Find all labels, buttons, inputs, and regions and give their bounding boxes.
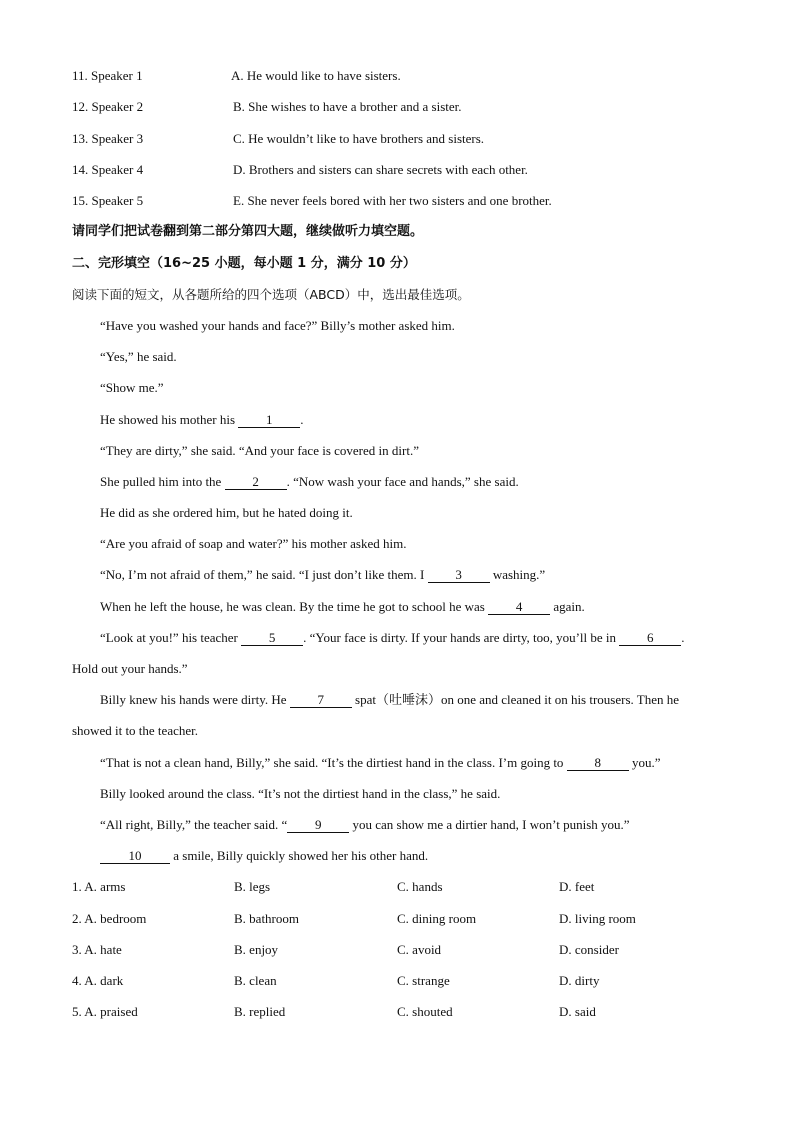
- passage-paragraph: “Look at you!” his teacher 5 . “Your face is dirty. If your hands are dirty, too, you’ll be in 6 .: [100, 630, 685, 645]
- passage-paragraph: She pulled him into the 2 . “Now wash your face and hands,” she said.: [100, 474, 519, 489]
- matching-option: A. He would like to have sisters.: [231, 68, 401, 83]
- choice-option-a: 2. A. bedroom: [72, 911, 147, 926]
- choice-option-c: C. shouted: [397, 1004, 453, 1019]
- matching-option: B. She wishes to have a brother and a sister.: [233, 99, 462, 114]
- passage-paragraph-continued: showed it to the teacher.: [72, 723, 198, 738]
- choice-option-d: D. dirty: [559, 973, 600, 988]
- blank-9: 9: [287, 817, 349, 833]
- choice-option-d: D. said: [559, 1004, 596, 1019]
- passage-paragraph: Billy knew his hands were dirty. He 7 spat（吐唾沫）on one and cleaned it on his trousers. Then he: [100, 692, 680, 707]
- choice-option-b: B. enjoy: [234, 942, 279, 957]
- passage-paragraph: “That is not a clean hand, Billy,” she said. “It’s the dirtiest hand in the class. I’m going to 8 you.”: [100, 755, 661, 770]
- matching-speaker: 12. Speaker 2: [72, 99, 144, 114]
- passage-paragraph: When he left the house, he was clean. By the time he got to school he was 4 again.: [100, 599, 585, 614]
- blank-4: 4: [488, 599, 550, 615]
- choice-option-a: 4. A. dark: [72, 973, 124, 988]
- passage-paragraph: He did as she ordered him, but he hated doing it.: [100, 505, 353, 520]
- choice-option-a: 1. A. arms: [72, 879, 126, 894]
- choice-option-d: D. consider: [559, 942, 619, 957]
- choice-option-d: D. living room: [559, 911, 636, 926]
- choice-option-c: C. strange: [397, 973, 450, 988]
- section-direction: 阅读下面的短文，从各题所给的四个选项（ABCD）中，选出最佳选项。: [72, 287, 470, 302]
- choice-option-b: B. clean: [234, 973, 277, 988]
- blank-5: 5: [241, 630, 303, 646]
- blank-3: 3: [428, 567, 490, 583]
- matching-speaker: 15. Speaker 5: [72, 193, 144, 208]
- matching-option: E. She never feels bored with her two sisters and one brother.: [233, 193, 552, 208]
- matching-speaker: 14. Speaker 4: [72, 162, 144, 177]
- turn-page-instruction: 请同学们把试卷翻到第二部分第四大题，继续做听力填空题。: [72, 224, 424, 239]
- blank-8: 8: [567, 755, 629, 771]
- passage-paragraph: “All right, Billy,” the teacher said. “ 9 you can show me a dirtier hand, I won’t punish you.”: [100, 817, 630, 832]
- blank-6: 6: [619, 630, 681, 646]
- passage-paragraph: “They are dirty,” she said. “And your face is covered in dirt.”: [100, 443, 419, 458]
- passage-paragraph: Billy looked around the class. “It’s not the dirtiest hand in the class,” he said.: [100, 786, 501, 801]
- matching-speaker: 13. Speaker 3: [72, 131, 144, 146]
- blank-2: 2: [225, 474, 287, 490]
- choice-option-a: 5. A. praised: [72, 1004, 138, 1019]
- choice-option-d: D. feet: [559, 879, 595, 894]
- choice-option-b: B. legs: [234, 879, 271, 894]
- blank-7: 7: [290, 692, 352, 708]
- matching-option: D. Brothers and sisters can share secrets with each other.: [233, 162, 528, 177]
- passage-paragraph: “No, I’m not afraid of them,” he said. “I just don’t like them. I 3 washing.”: [100, 567, 546, 582]
- passage-paragraph: 10 a smile, Billy quickly showed her his other hand.: [100, 847, 428, 865]
- matching-speaker: 11. Speaker 1: [72, 68, 143, 83]
- choice-option-c: C. avoid: [397, 942, 442, 957]
- choice-option-b: B. bathroom: [234, 911, 299, 926]
- section-title: 二、完形填空（16~25 小题，每小题 1 分，满分 10 分）: [72, 256, 416, 271]
- blank-1: 1: [238, 412, 300, 428]
- choice-option-b: B. replied: [234, 1004, 286, 1019]
- passage-paragraph: “Are you afraid of soap and water?” his mother asked him.: [100, 536, 407, 551]
- blank-10: 10: [100, 848, 170, 864]
- passage-paragraph-continued: Hold out your hands.”: [72, 661, 188, 676]
- passage-paragraph: “Have you washed your hands and face?” Billy’s mother asked him.: [100, 318, 455, 333]
- passage-paragraph: “Show me.”: [100, 380, 164, 395]
- choice-option-a: 3. A. hate: [72, 942, 122, 957]
- choice-option-c: C. dining room: [397, 911, 477, 926]
- choice-option-c: C. hands: [397, 879, 443, 894]
- passage-paragraph: “Yes,” he said.: [100, 349, 177, 364]
- passage-paragraph: He showed his mother his 1 .: [100, 412, 304, 427]
- matching-option: C. He wouldn’t like to have brothers and sisters.: [233, 131, 485, 146]
